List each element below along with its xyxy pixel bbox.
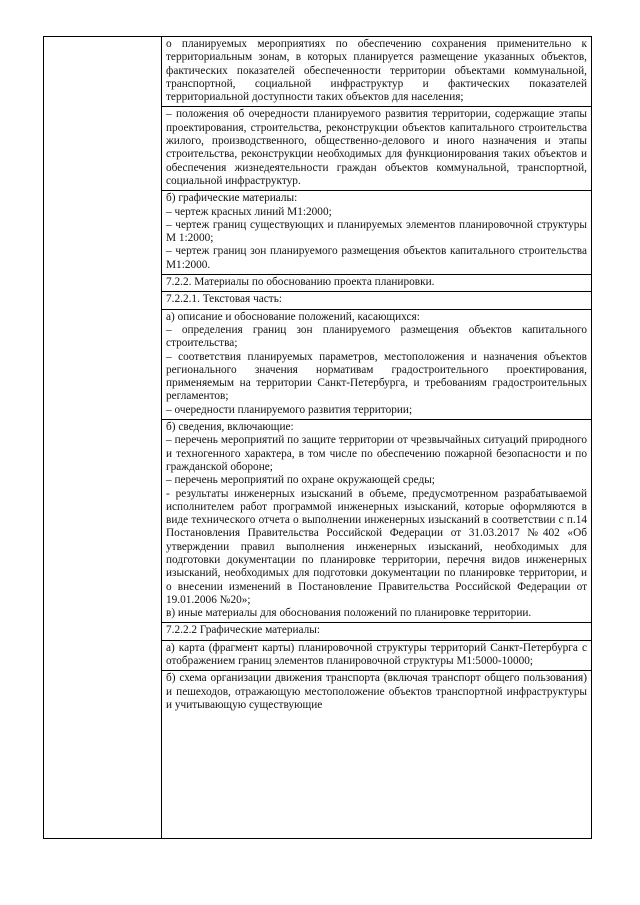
text-paragraph: – соответствия планируемых параметров, местоположения и назначения объектов регионального значения нормативам градостроительного проектирования, применяемым на территории Санкт-Петербурга, и требованиям градостроительных регламентов; — [166, 350, 587, 403]
table-cell — [162, 37, 591, 107]
table-right-column — [162, 37, 591, 838]
table-cell — [162, 641, 591, 672]
text-paragraph: – перечень мероприятий по защите территории от чрезвычайных ситуаций природного и техногенного характера, в том числе по обеспечению пожарной безопасности и по гражданской обороне; — [166, 434, 587, 473]
text-paragraph: б) сведения, включающие: — [166, 421, 294, 434]
text-paragraph: а) описание и обоснование положений, касающихся: — [166, 310, 420, 323]
text-paragraph: а) карта (фрагмент карты) планировочной структуры территорий Санкт-Петербурга с отображением границ элементов планировочной структуры М1:5000-10000; — [166, 641, 587, 668]
text-paragraph: 7.2.2. Материалы по обоснованию проекта планировки. — [166, 276, 435, 289]
table-cell — [162, 420, 591, 623]
text-paragraph: – положения об очередности планируемого развития территории, содержащие этапы проектирования, строительства, реконструкции объектов капитального строительства жилого, производственного, общественно-делового и иного назначения и этапы строительства, реконструкции необходимых для функционирования таких объектов и обеспечения жизнедеятельности граждан объектов коммунальной, транспортной, социальной инфраструктур. — [166, 108, 587, 187]
text-paragraph: о планируемых мероприятиях по обеспечению сохранения применительно к территориальным зонам, в которых планируется размещение указанных объектов, фактических показателей обеспеченности территории объектами коммунальной, транспортной, социальной инфраструктур и фактических показателей территориальной доступности таких объектов для населения; — [166, 38, 587, 104]
content-table — [43, 36, 592, 839]
table-cell — [162, 275, 591, 292]
table-cell — [162, 671, 591, 714]
table-cell — [162, 107, 591, 191]
text-paragraph: – чертеж границ зон планируемого размещения объектов капитального строительства М1:2000. — [166, 245, 587, 271]
text-paragraph: – чертеж границ существующих и планируемых элементов планировочной структуры М 1:2000; — [166, 218, 587, 245]
text-paragraph: - результаты инженерных изысканий в объеме, предусмотренном разрабатываемой исполнителем работ программой инженерных изысканий, которые оформляются в виде технического отчета о выполнении инженерных изысканий в соответствии с п.14 Постановления Правительства Российской Федерации от 31.03.2017 №402 «Об утверждении правил выполнения инженерных изысканий, необходимых для подготовки документации по планировке территории, перечня видов инженерных изысканий, необходимых для подготовки документации по планировке территории, и о внесении изменений в Постановление Правительства Российской Федерации от 19.01.2006 №20»; — [166, 487, 587, 606]
table-cell — [162, 310, 591, 420]
text-paragraph: – чертеж красных линий М1:2000; — [166, 205, 332, 218]
table-cell — [162, 191, 591, 275]
text-paragraph: – перечень мероприятий по охране окружающей среды; — [166, 474, 435, 487]
table-cell — [162, 292, 591, 309]
text-paragraph: б) схема организации движения транспорта (включая транспорт общего пользования) и пешеходов, отражающую местоположение объектов транспортной инфраструктуры и учитывающую существующие — [166, 672, 587, 711]
text-paragraph: – определения границ зон планируемого размещения объектов капитального строительства; — [166, 323, 587, 350]
text-paragraph: 7.2.2.2 Графические материалы: — [166, 624, 321, 637]
text-paragraph: в) иные материалы для обоснования положений по планировке территории. — [166, 607, 532, 620]
text-paragraph: б) графические материалы: — [166, 192, 298, 205]
text-paragraph: 7.2.2.1. Текстовая часть: — [166, 293, 283, 306]
table-cell — [162, 623, 591, 640]
text-paragraph: – очередности планируемого развития территории; — [166, 403, 413, 416]
table-left-column — [44, 37, 162, 838]
